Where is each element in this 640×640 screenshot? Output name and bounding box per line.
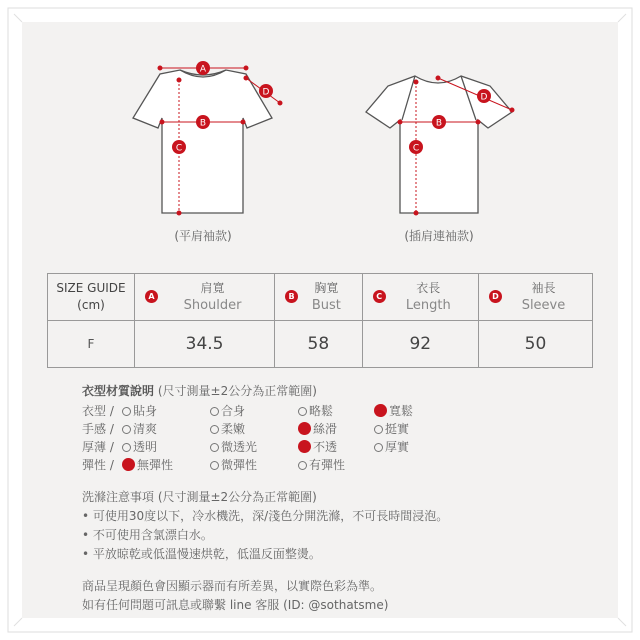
material-option bbox=[374, 438, 409, 455]
material-row-label: 手感 / bbox=[82, 422, 114, 436]
flat-shoulder-tee bbox=[133, 70, 272, 213]
wash-section bbox=[82, 488, 448, 564]
svg-text:D: D bbox=[262, 87, 270, 98]
material-option-text: 厚實 bbox=[385, 440, 410, 454]
material-row bbox=[82, 420, 502, 438]
material-row bbox=[82, 402, 502, 420]
filled-circle-icon bbox=[374, 404, 387, 417]
material-option-text: 無彈性 bbox=[137, 458, 174, 472]
marker-c-right bbox=[409, 140, 423, 154]
marker-b-right bbox=[432, 115, 446, 129]
material-option-text: 挺實 bbox=[385, 422, 410, 436]
material-option-text: 寬鬆 bbox=[389, 404, 414, 418]
note-line: 商品呈現顏色會因顯示器而有所差異，以實際色彩為準。 bbox=[82, 579, 383, 593]
svg-text:B: B bbox=[435, 118, 443, 129]
svg-text:D: D bbox=[480, 92, 488, 103]
material-option-text: 略鬆 bbox=[309, 404, 334, 418]
filled-circle-icon bbox=[122, 458, 135, 471]
material-option bbox=[210, 420, 245, 437]
material-option-text: 柔嫩 bbox=[221, 422, 246, 436]
table-row bbox=[48, 321, 593, 368]
material-option-text: 貼身 bbox=[133, 404, 158, 418]
material-row-label: 厚薄 / bbox=[82, 440, 114, 454]
material-option-text: 合身 bbox=[221, 404, 246, 418]
empty-circle-icon bbox=[210, 425, 219, 434]
note-line: 如有任何問題可訊息或聯繫 line 客服 (ID: @sothatsme) bbox=[82, 598, 389, 612]
material-option-selected bbox=[298, 438, 337, 455]
material-row-label: 衣型 / bbox=[82, 404, 114, 418]
material-option bbox=[298, 402, 333, 419]
filled-circle-icon bbox=[298, 440, 311, 453]
garment-diagram bbox=[0, 0, 640, 230]
material-option-text: 微彈性 bbox=[221, 458, 258, 472]
value-sleeve: 50 bbox=[478, 321, 592, 368]
svg-text:C: C bbox=[412, 143, 420, 154]
wash-title: 洗滌注意事項 (尺寸測量±2公分為正常範圍) bbox=[82, 490, 317, 504]
wash-item: • 可使用30度以下，冷水機洗，深/淺色分開洗滌，不可長時間浸泡。 bbox=[82, 509, 449, 523]
material-option bbox=[210, 456, 257, 473]
badge-d: D bbox=[489, 290, 502, 303]
empty-circle-icon bbox=[210, 407, 219, 416]
empty-circle-icon bbox=[374, 443, 383, 452]
empty-circle-icon bbox=[122, 407, 131, 416]
empty-circle-icon bbox=[122, 425, 131, 434]
material-rows bbox=[82, 402, 502, 474]
svg-text:A: A bbox=[199, 64, 207, 75]
marker-b-left bbox=[196, 115, 210, 129]
material-option bbox=[210, 402, 245, 419]
empty-circle-icon bbox=[210, 461, 219, 470]
material-section bbox=[82, 382, 502, 474]
badge-c: C bbox=[373, 290, 386, 303]
empty-circle-icon bbox=[374, 425, 383, 434]
material-option-text: 透明 bbox=[133, 440, 158, 454]
empty-circle-icon bbox=[298, 461, 307, 470]
material-option bbox=[122, 420, 157, 437]
material-row bbox=[82, 438, 502, 456]
value-shoulder: 34.5 bbox=[135, 321, 275, 368]
material-row-label: 彈性 / bbox=[82, 458, 114, 472]
value-length: 92 bbox=[362, 321, 478, 368]
value-bust: 58 bbox=[275, 321, 363, 368]
material-title: 衣型材質說明 (尺寸測量±2公分為正常範圍) bbox=[82, 384, 317, 398]
caption-raglan: (插肩連袖款) bbox=[404, 229, 474, 243]
size-guide-header: SIZE GUIDE (cm) bbox=[48, 274, 135, 321]
material-row bbox=[82, 456, 502, 474]
material-option-selected bbox=[122, 456, 173, 473]
material-option-text: 有彈性 bbox=[309, 458, 346, 472]
material-option-text: 絲滑 bbox=[313, 422, 338, 436]
empty-circle-icon bbox=[122, 443, 131, 452]
material-option bbox=[298, 456, 345, 473]
material-option bbox=[374, 420, 409, 437]
badge-a: A bbox=[145, 290, 158, 303]
marker-d-right bbox=[477, 89, 491, 103]
material-option-text: 微透光 bbox=[221, 440, 258, 454]
empty-circle-icon bbox=[298, 407, 307, 416]
material-option-text: 不透 bbox=[313, 440, 338, 454]
material-option bbox=[210, 438, 257, 455]
size-label: F bbox=[48, 321, 135, 368]
marker-a-left bbox=[196, 61, 210, 75]
table-header-row bbox=[48, 274, 593, 321]
material-option-selected bbox=[298, 420, 337, 437]
header-shoulder: A 肩寬 Shoulder bbox=[135, 274, 275, 321]
header-bust: B 胸寬 Bust bbox=[275, 274, 363, 321]
wash-item: • 不可使用含氯漂白水。 bbox=[82, 528, 213, 542]
svg-text:C: C bbox=[175, 143, 183, 154]
material-option bbox=[122, 438, 157, 455]
caption-flat-shoulder: (平肩袖款) bbox=[174, 229, 232, 243]
svg-text:B: B bbox=[199, 118, 207, 129]
wash-item: • 平放晾乾或低溫慢速烘乾，低溫反面整燙。 bbox=[82, 547, 321, 561]
empty-circle-icon bbox=[210, 443, 219, 452]
header-length: C 衣長 Length bbox=[362, 274, 478, 321]
note-section bbox=[82, 577, 388, 615]
marker-c-left bbox=[172, 140, 186, 154]
material-option bbox=[122, 402, 157, 419]
badge-b: B bbox=[285, 290, 298, 303]
size-guide-table bbox=[47, 273, 593, 368]
header-sleeve: D 袖長 Sleeve bbox=[478, 274, 592, 321]
filled-circle-icon bbox=[298, 422, 311, 435]
marker-d-left bbox=[259, 84, 273, 98]
material-option-selected bbox=[374, 402, 413, 419]
material-option-text: 清爽 bbox=[133, 422, 158, 436]
